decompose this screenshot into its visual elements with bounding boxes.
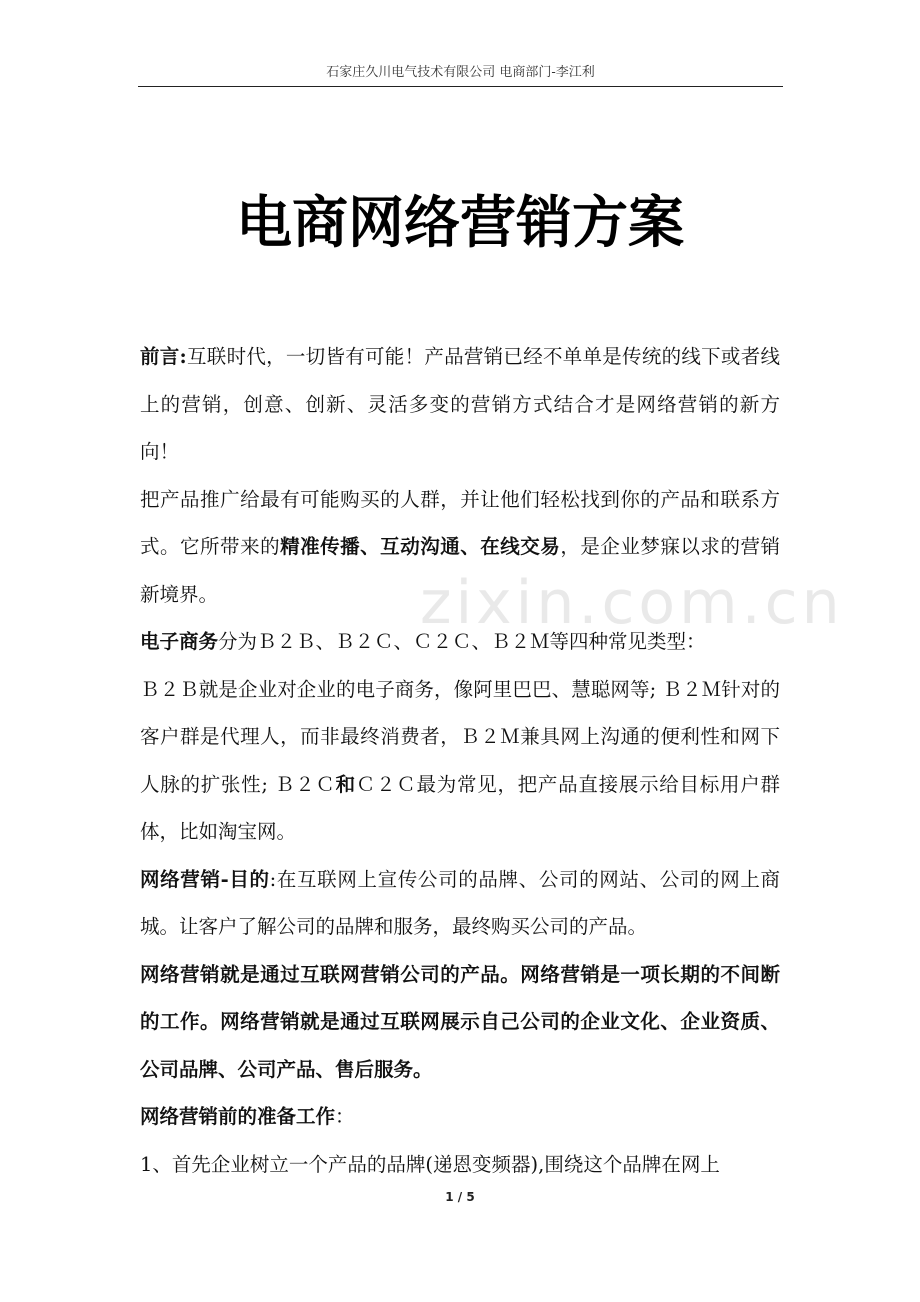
watermark: zixin.com.cn xyxy=(420,568,844,638)
preparation-heading-label: 网络营销前的准备工作 xyxy=(140,1105,336,1128)
preface-label: 前言: xyxy=(140,345,187,368)
ecommerce-details-and: 和 xyxy=(335,772,356,796)
promotion-text-pre: 把产品推广给最有可能购买的人群，并让他们轻松找到你的产品和联系方式。它所带来的 xyxy=(140,487,780,558)
ecommerce-types-text: 分为Ｂ２Ｂ、Ｂ２Ｃ、Ｃ２Ｃ、Ｂ２Ｍ等四种常见类型： xyxy=(218,630,706,653)
promotion-highlight: 精准传播、互动沟通、在线交易 xyxy=(280,535,561,558)
page-header xyxy=(138,62,783,87)
promotion-text-post: ，是企业梦寐以求的营销新境界。 xyxy=(140,535,780,606)
paragraph-ecommerce-types xyxy=(140,618,780,666)
preparation-heading-colon: ： xyxy=(335,1105,355,1128)
header-text: 石家庄久川电气技术有限公司 电商部门-李江利 xyxy=(326,65,595,80)
paragraph-marketing-definition xyxy=(140,951,780,1094)
ecommerce-label: 电子商务 xyxy=(140,630,219,653)
paragraph-preparation-heading xyxy=(140,1093,780,1141)
paragraph-step-1 xyxy=(140,1141,780,1189)
ecommerce-details-text-1: Ｂ２Ｂ就是企业对企业的电子商务，像阿里巴巴、慧聪网等; Ｂ２Ｍ针对的客户群是代理人，而非最终消费者，Ｂ２Ｍ兼具网上沟通的便利性和网下人脉的扩张性; Ｂ２Ｃ xyxy=(140,677,780,796)
marketing-definition-text: 网络营销就是通过互联网营销公司的产品。网络营销是一项长期的不间断的工作。网络营销就是通过互联网展示自己公司的企业文化、企业资质、公司品牌、公司产品、售后服务。 xyxy=(140,962,780,1081)
document-body xyxy=(140,333,780,1188)
step-1-text: 1、首先企业树立一个产品的品牌(递恩变频器),围绕这个品牌在网上 xyxy=(140,1152,720,1176)
marketing-goal-label: 网络营销-目的 xyxy=(140,867,270,891)
document-title: 电商网络营销方案 xyxy=(236,190,684,256)
ecommerce-details-text-2: Ｃ２Ｃ最为常见，把产品直接展示给目标用户群体，比如淘宝网。 xyxy=(140,772,780,843)
preface-text: 互联时代，一切皆有可能！产品营销已经不单单是传统的线下或者线上的营销，创意、创新、灵活多变的营销方式结合才是网络营销的新方向！ xyxy=(140,345,780,463)
page-number: 1 / 5 xyxy=(445,1190,475,1204)
paragraph-promotion xyxy=(140,476,780,619)
paragraph-ecommerce-details xyxy=(140,666,780,856)
marketing-goal-text: :在互联网上宣传公司的品牌、公司的网站、公司的网上商城。让客户了解公司的品牌和服务，最终购买公司的产品。 xyxy=(140,867,780,938)
paragraph-marketing-goal xyxy=(140,856,780,951)
paragraph-preface xyxy=(140,333,780,476)
